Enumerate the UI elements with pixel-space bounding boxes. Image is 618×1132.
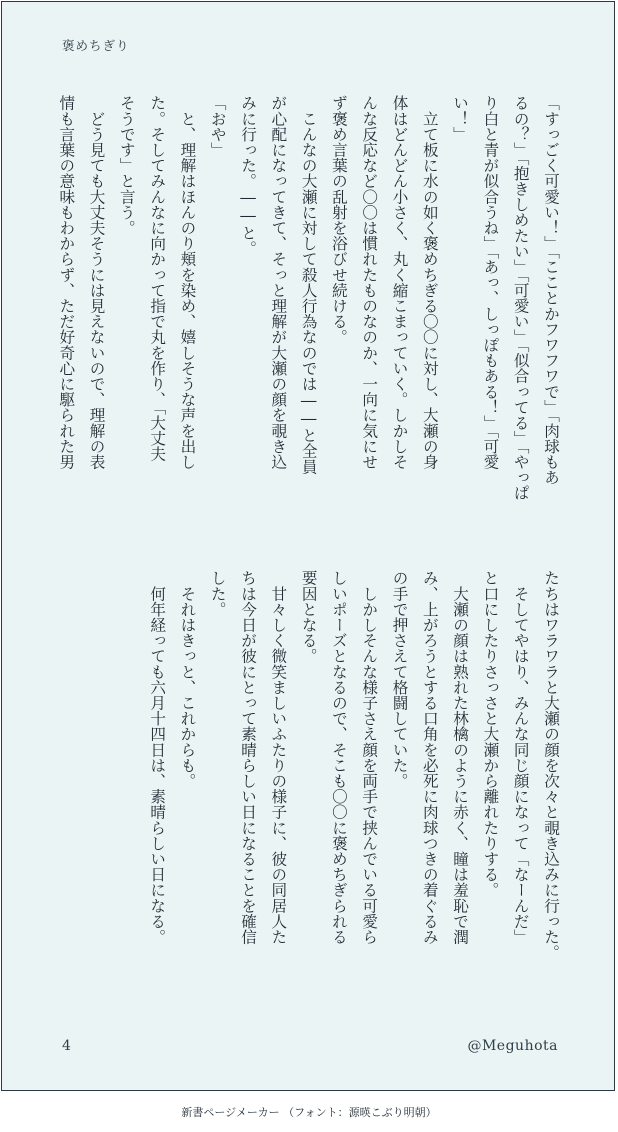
page-title: 褒めちぎり xyxy=(62,38,130,53)
body-text-upper: 「すっごく可愛い！」「こことかフワフワで」「肉球もあ るの？」「抱きしめたい」「可愛い」「似合ってる」「やっぱ り白と青が似合うね」「あっ、しっぽもある！」「可愛 い！」 立て板に水の如く褒めちぎる〇〇に対し、大瀬の身 体はどんどん小さく、丸く縮こまっていく。しかしそ んな反応など〇〇は慣れたものなのか、一向に気にせ ず褒め言葉の乱射を浴びせ続ける。 こんなの大瀬に対して殺人行為なのでは――と全員 が心配になってきて、そっと理解が大瀬の顔を覗き込 みに行った。――と。 「おや」 と、理解はほんのり頬を染め、嬉しそうな声を出し た。そしてみんなに向かって指で丸を作り、「大丈夫 そうです」と言う。 どう見ても大丈夫そうには見えないので、理解の表 情も言葉の意味もわからず、ただ好奇心に駆られた男 xyxy=(57,95,560,501)
generator-credit: 新書ページメーカー （フォント：源暎こぶり明朝） xyxy=(181,1106,437,1119)
body-text-lower: たちはワラワラと大瀬の顔を次々と覗き込みに行った。 そしてやはり、みんな同じ顔になって「なーんだ」 と口にしたりさっさと大瀬から離れたりする。 大瀬の顔は熟れた林檎のように赤く、瞳は羞恥で潤 み、上がろうとする口角を必死に肉球つきの着ぐるみ の手で押さえて格闘していた。 しかしそんな様子さえ顔を両手で挟んでいる可愛ら しいポーズとなるので、そこも〇〇に褒めちぎられる 要因となる。 甘々しく微笑ましいふたりの様子に、彼の同居人た ちは今日が彼にとって素晴らしい日になることを確信 した。 それはきっと、これからも。 何年経っても六月十四日は、素晴らしい日になる。 xyxy=(148,570,560,960)
page-number: 4 xyxy=(62,1038,71,1054)
book-page xyxy=(1,1,615,1091)
author-handle: @Meguhota xyxy=(467,1038,558,1054)
